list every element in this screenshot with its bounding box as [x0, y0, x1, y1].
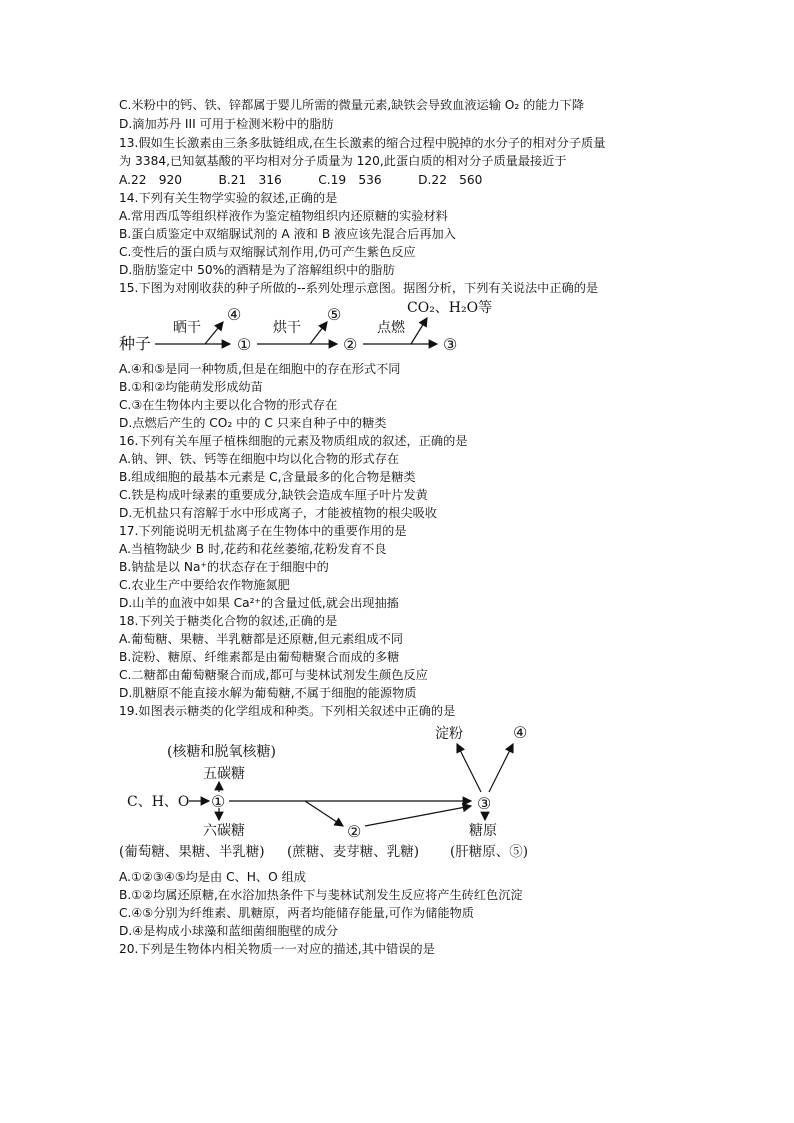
- drying-label: 晒干: [173, 320, 201, 336]
- arrow-to-2: [305, 801, 343, 826]
- q12-option-d: D.滴加苏丹 III 可用于检测米粉中的脂肪: [119, 117, 334, 131]
- q16-option-c: C.铁是构成叶绿素的重要成分,缺铁会造成车厘子叶片发黄: [119, 488, 428, 502]
- q13-options: A.22 920 B.21 316 C.19 536 D.22 560: [119, 173, 483, 187]
- q18-stem: 18.下列关于糖类化合物的叙述,正确的是: [119, 614, 338, 628]
- arrow-2-to-3: [365, 806, 471, 826]
- pentose-label: 五碳糖: [203, 766, 245, 782]
- q15-option-b: B.①和②均能萌发形成幼苗: [119, 380, 263, 394]
- q19-stem: 19.如图表示糖类的化学组成和种类。下列相关叙述中正确的是: [119, 704, 456, 718]
- q20-stem: 20.下列是生物体内相关物质一一对应的描述,其中错误的是: [119, 942, 435, 956]
- label-1: ①: [237, 335, 252, 354]
- label-2: ②: [343, 335, 358, 354]
- q15-option-d: D.点燃后产生的 CO₂ 中的 C 只来自种子中的糖类: [119, 416, 387, 430]
- hexose-label: 六碳糖: [203, 823, 245, 839]
- q16-stem: 16.下列有关车厘子植株细胞的元素及物质组成的叙述，正确的是: [119, 434, 468, 448]
- q19-sugar-classification-diagram: [115, 720, 555, 866]
- starch-label: 淀粉: [435, 726, 463, 742]
- q15-option-a: A.④和⑤是同一种物质,但是在细胞中的存在形式不同: [119, 362, 401, 376]
- arrow-to-products: [411, 318, 427, 344]
- q16-option-a: A.钠、钾、铁、钙等在细胞中均以化合物的形式存在: [119, 452, 400, 466]
- q18-option-d: D.肌糖原不能直接水解为葡萄糖,不属于细胞的能源物质: [119, 686, 417, 700]
- ribose-note: (核糖和脱氧核糖): [167, 744, 276, 760]
- q16-option-d: D.无机盐只有溶解于水中形成离子，才能被植物的根尖吸收: [119, 506, 437, 520]
- q13-stem-line1: 13.假如生长激素由三条多肽链组成,在生长激素的缩合过程中脱掉的水分子的相对分子质量: [119, 136, 606, 150]
- baking-label: 烘干: [273, 320, 301, 336]
- q17-option-c: C.农业生产中要给农作物施氮肥: [119, 578, 290, 592]
- label-3: ③: [477, 794, 492, 813]
- q19-option-c: C.④⑤分别为纤维素、肌糖原，两者均能储存能量,可作为储能物质: [119, 906, 474, 920]
- hexose-note: (葡萄糖、果糖、半乳糖): [119, 844, 265, 860]
- q15-option-c: C.③在生物体内主要以化合物的形式存在: [119, 398, 338, 412]
- q13-stem-line2: 为 3384,已知氨基酸的平均相对分子质量为 120,此蛋白质的相对分子质量最接近于: [119, 154, 567, 168]
- q17-option-a: A.当植物缺少 B 时,花药和花丝萎缩,花粉发育不良: [119, 542, 387, 556]
- q14-option-b: B.蛋白质鉴定中双缩脲试剂的 A 液和 B 液应该先混合后再加入: [119, 227, 456, 241]
- q16-option-b: B.组成细胞的最基本元素是 C,含量最多的化合物是糖类: [119, 470, 416, 484]
- label-4: ④: [513, 723, 528, 742]
- q19-option-d: D.④是构成小球藻和蓝细菌细胞壁的成分: [119, 924, 339, 938]
- arrow-to-5: [310, 322, 327, 344]
- label-5: ⑤: [327, 305, 342, 324]
- burning-label: 点燃: [377, 320, 405, 336]
- q15-stem: 15.下图为对刚收获的种子所做的--系列处理示意图。据图分析，下列有关说法中正确的是: [119, 281, 599, 295]
- elements-label: C、H、O: [127, 794, 190, 810]
- glycogen-note: (肝糖原、⑤): [450, 844, 529, 860]
- q14-option-c: C.变性后的蛋白质与双缩脲试剂作用,仍可产生紫色反应: [119, 245, 416, 259]
- disaccharide-note: (蔗糖、麦芽糖、乳糖): [287, 844, 420, 860]
- glycogen-label: 糖原: [469, 823, 497, 839]
- q14-option-d: D.脂肪鉴定中 50%的酒精是为了溶解组织中的脂肪: [119, 263, 395, 277]
- products-label: CO₂、H₂O等: [407, 300, 493, 316]
- q15-seed-processing-diagram: [115, 296, 515, 358]
- arrow-3-to-starch: [457, 744, 481, 792]
- q18-option-a: A.葡萄糖、果糖、半乳糖都是还原糖,但元素组成不同: [119, 632, 403, 646]
- label-2: ②: [347, 822, 362, 841]
- q17-option-d: D.山羊的血液中如果 Ca²⁺的含量过低,就会出现抽搐: [119, 596, 399, 610]
- q18-option-b: B.淀粉、糖原、纤维素都是由葡萄糖聚合而成的多糖: [119, 650, 400, 664]
- label-3: ③: [443, 335, 458, 354]
- q18-option-c: C.二糖都由葡萄糖聚合而成,都可与斐林试剂发生颜色反应: [119, 668, 428, 682]
- q19-option-b: B.①②均属还原糖,在水浴加热条件下与斐林试剂发生反应将产生砖红色沉淀: [119, 888, 523, 902]
- arrow-3-to-4: [489, 744, 513, 792]
- q17-option-b: B.钠盐是以 Na⁺的状态存在于细胞中的: [119, 560, 329, 574]
- q14-stem: 14.下列有关生物学实验的叙述,正确的是: [119, 191, 338, 205]
- label-4: ④: [227, 305, 242, 324]
- label-1: ①: [211, 792, 226, 811]
- q14-option-a: A.常用西瓜等组织样液作为鉴定植物组织内还原糖的实验材料: [119, 209, 448, 223]
- seed-label: 种子: [119, 334, 152, 353]
- arrow-to-4: [205, 322, 223, 344]
- q12-option-c: C.米粉中的钙、铁、锌都属于婴儿所需的微量元素,缺铁会导致血液运输 O₂ 的能力下降: [119, 98, 585, 112]
- q17-stem: 17.下列能说明无机盐离子在生物体中的重要作用的是: [119, 524, 407, 538]
- q19-option-a: A.①②③④⑤均是由 C、H、O 组成: [119, 870, 306, 884]
